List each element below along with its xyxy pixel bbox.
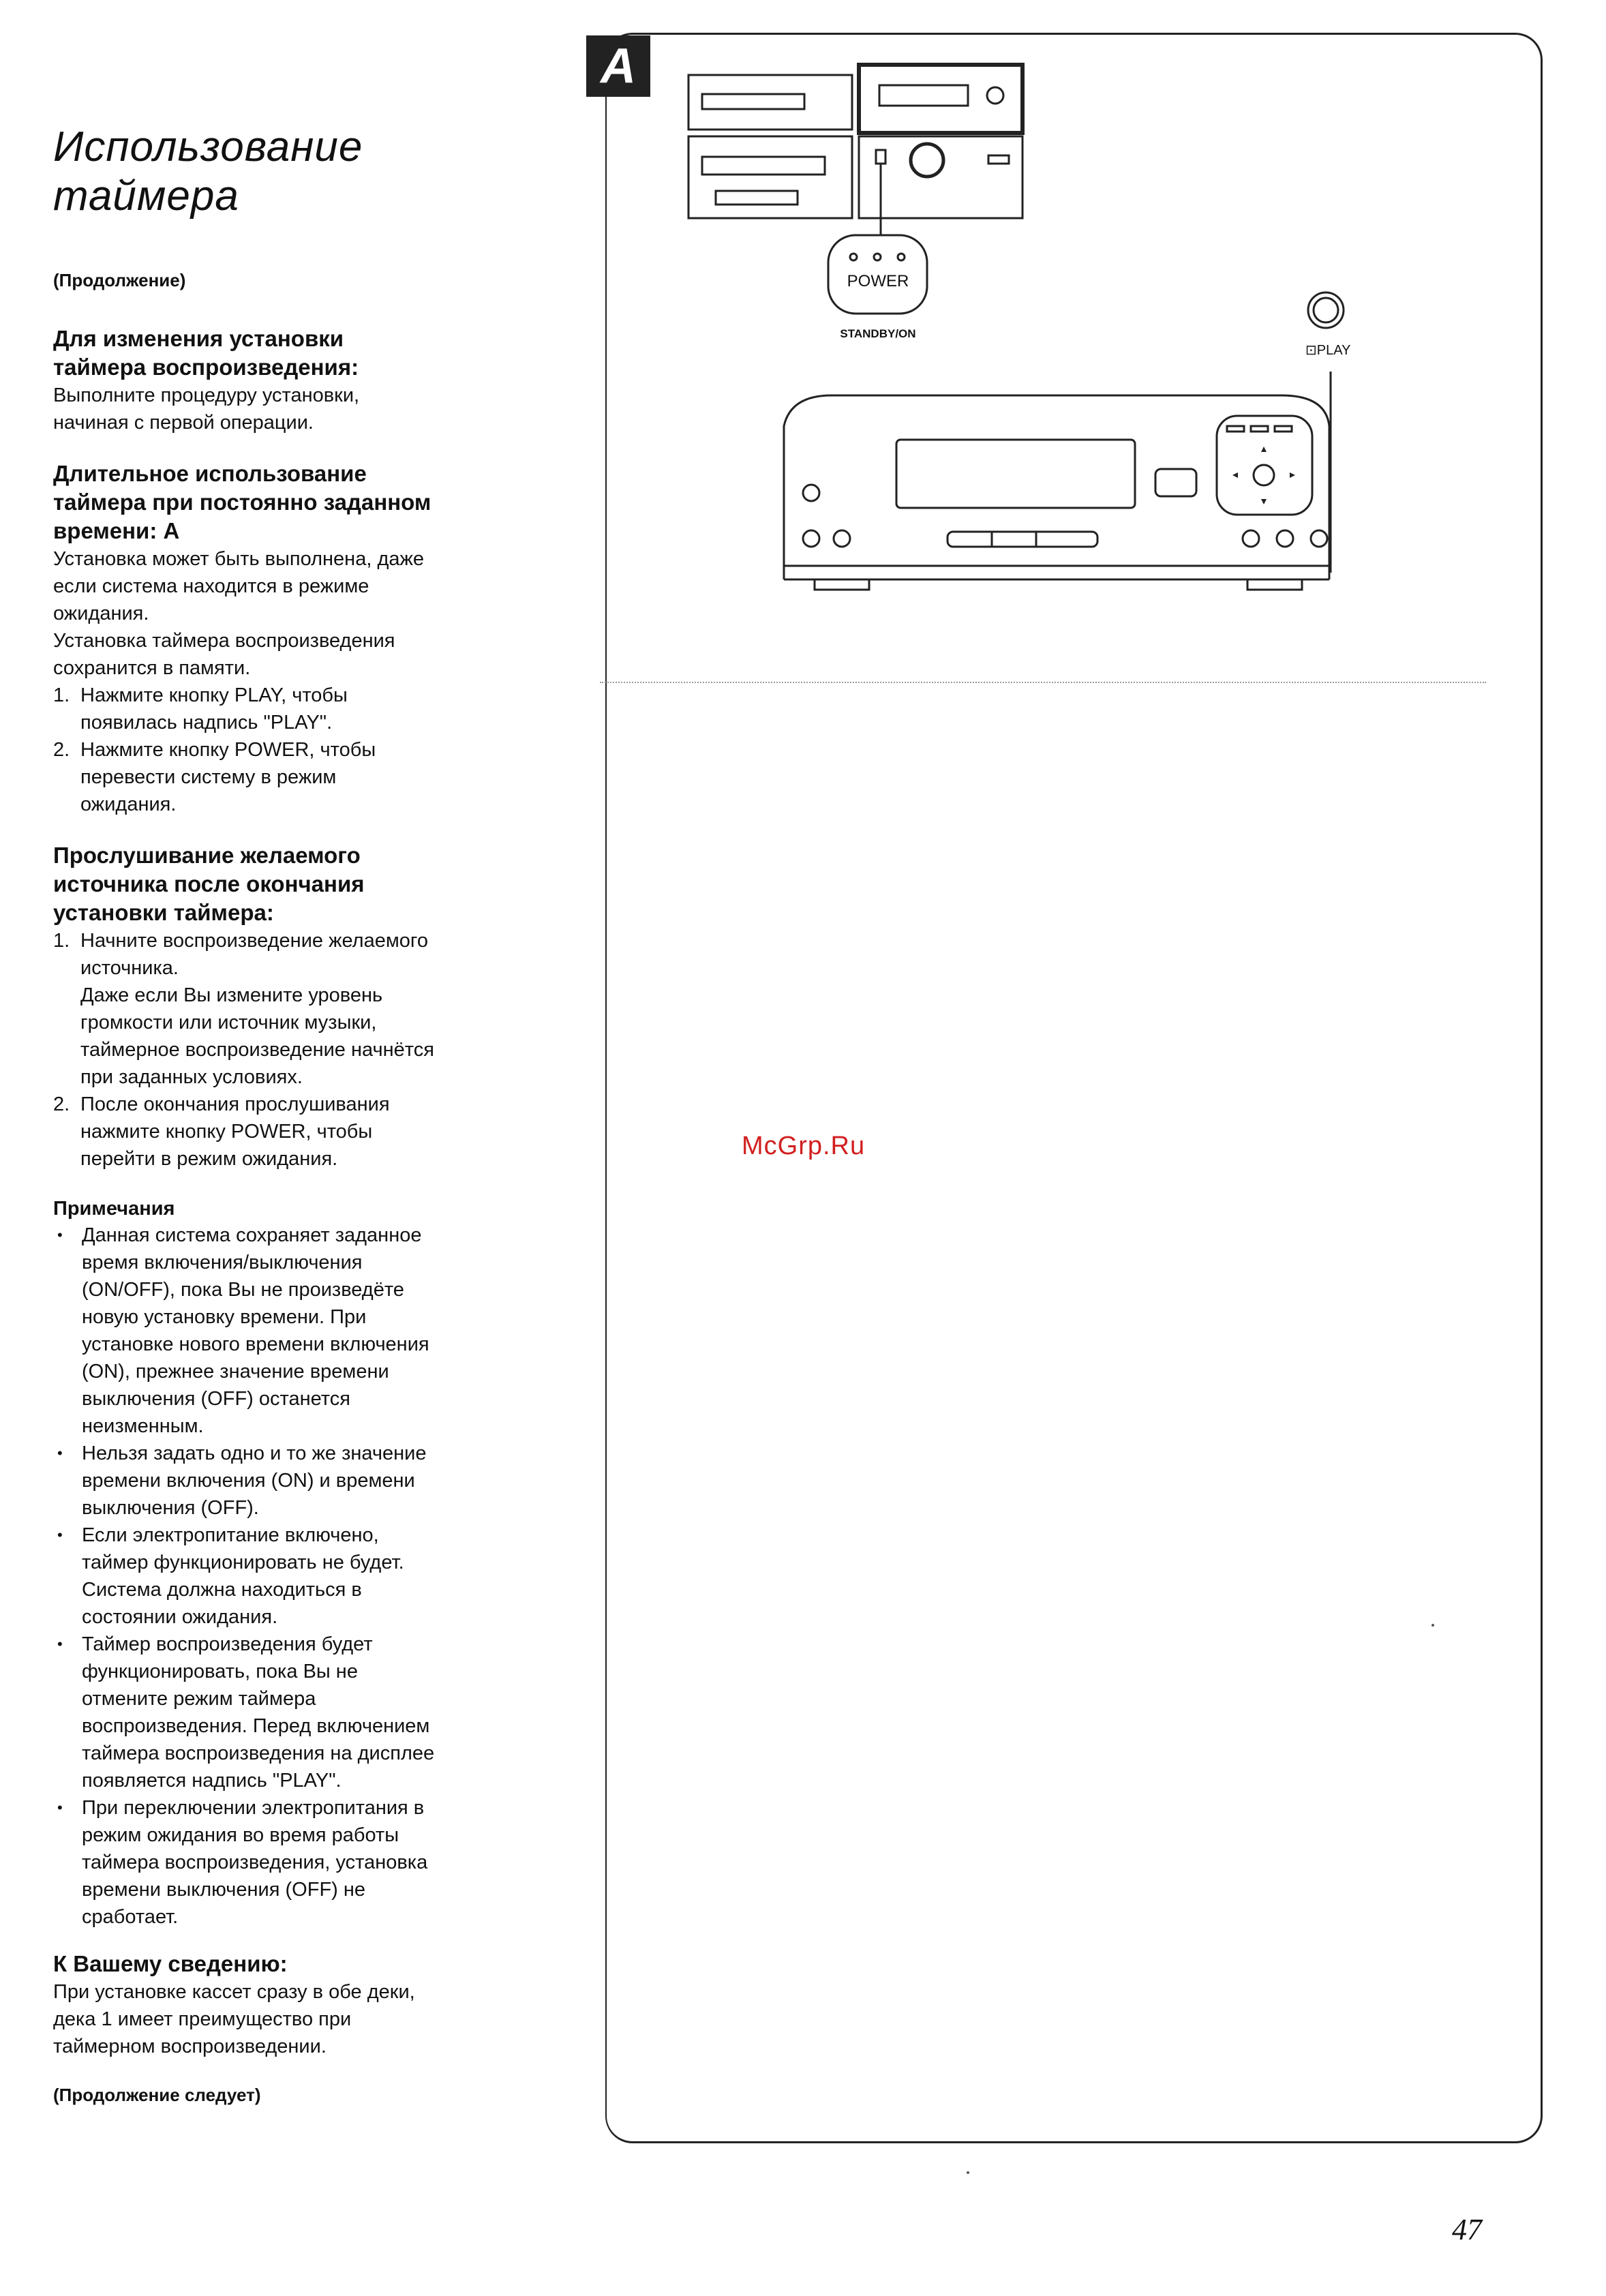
body-line: если система находится в режиме xyxy=(53,575,369,597)
note-line: выключения (OFF). xyxy=(82,1497,259,1519)
step-number: 1. xyxy=(53,684,70,706)
display-window xyxy=(896,440,1135,508)
section-body xyxy=(53,382,544,436)
note-line: новую установку времени. При xyxy=(82,1306,367,1328)
text-column xyxy=(53,123,544,2139)
section-change-timer xyxy=(53,324,544,436)
step-line: при заданных условиях. xyxy=(80,1066,303,1088)
heading-line: таймера при постоянно заданном xyxy=(53,489,431,515)
note-item xyxy=(53,1440,544,1522)
note-line: таймер функционировать не будет. xyxy=(82,1552,404,1573)
body-line: таймерном воспроизведении. xyxy=(53,2036,327,2057)
step-line: перевести систему в режим xyxy=(80,766,337,788)
tuner-unit-highlighted xyxy=(859,65,1022,133)
heading-line: времени: A xyxy=(53,518,180,543)
note-line: времени включения (ON) и времени xyxy=(82,1470,415,1492)
body-line: ожидания. xyxy=(53,603,149,624)
notes-list xyxy=(53,1222,544,1931)
step-line: таймерное воспроизведение начнётся xyxy=(80,1039,434,1061)
cd-unit-outline xyxy=(688,75,852,130)
section-listen-after-timer xyxy=(53,841,544,1173)
step-line: Даже если Вы измените уровень xyxy=(80,984,383,1006)
body-line: дека 1 имеет преимущество при xyxy=(53,2008,352,2030)
body-line: Установка может быть выполнена, даже xyxy=(53,548,425,570)
figure-badge: A xyxy=(586,35,650,97)
step-line: источника. xyxy=(80,957,179,979)
play-label: ⊡PLAY xyxy=(1305,343,1351,358)
step-item xyxy=(53,682,544,736)
note-line: установке нового времени включения xyxy=(82,1333,429,1355)
page-title-line: таймера xyxy=(53,172,239,220)
heading-line: Прослушивание желаемого xyxy=(53,843,361,868)
note-line: выключения (OFF) останется xyxy=(82,1388,350,1410)
note-item xyxy=(53,1222,544,1440)
section-heading xyxy=(53,841,544,927)
continued-end-label: (Продолжение следует) xyxy=(53,2085,261,2105)
notes-heading: Примечания xyxy=(53,1198,175,1220)
note-line: Система должна находиться в xyxy=(82,1579,362,1601)
scan-speck xyxy=(1431,1624,1434,1627)
note-line: функционировать, пока Вы не xyxy=(82,1661,358,1682)
section-body xyxy=(53,545,544,682)
note-line: сработает. xyxy=(82,1906,179,1928)
note-line: таймера воспроизведения на дисплее xyxy=(82,1742,435,1764)
step-line: появилась надпись "PLAY". xyxy=(80,712,333,734)
step-line: Нажмите кнопку POWER, чтобы xyxy=(80,739,376,761)
step-number: 2. xyxy=(53,739,70,761)
note-line: воспроизведения. Перед включением xyxy=(82,1715,430,1737)
body-line: Выполните процедуру установки, xyxy=(53,384,360,406)
note-line: таймера воспроизведения, установка xyxy=(82,1852,428,1873)
note-line: отмените режим таймера xyxy=(82,1688,316,1710)
step-line: Нажмите кнопку PLAY, чтобы xyxy=(80,684,348,706)
heading-line: установки таймера: xyxy=(53,900,274,925)
body-line: При установке кассет сразу в обе деки, xyxy=(53,1981,415,2003)
section-long-term-timer xyxy=(53,459,544,818)
note-line: неизменным. xyxy=(82,1415,204,1437)
step-line: Начните воспроизведение желаемого xyxy=(80,930,428,952)
cassette-unit-outline xyxy=(688,136,852,218)
body-line: начиная с первой операции. xyxy=(53,412,314,434)
step-line: нажмите кнопку POWER, чтобы xyxy=(80,1121,373,1143)
body-line: сохранится в памяти. xyxy=(53,657,251,679)
step-item xyxy=(53,1091,544,1173)
figure-divider xyxy=(600,682,1486,683)
step-number: 1. xyxy=(53,930,70,952)
step-number: 2. xyxy=(53,1093,70,1115)
body-line: Установка таймера воспроизведения xyxy=(53,630,395,652)
note-line: • Данная система сохраняет заданное xyxy=(82,1224,422,1246)
power-label: POWER xyxy=(847,272,909,290)
note-line: • Если электропитание включено, xyxy=(82,1524,379,1546)
note-line: • Нельзя задать одно и то же значение xyxy=(82,1442,427,1464)
step-line: громкости или источник музыки, xyxy=(80,1012,377,1033)
page-number: 47 xyxy=(1452,2213,1482,2246)
note-line: (ON/OFF), пока Вы не произведёте xyxy=(82,1279,404,1301)
page-title-line: Использование xyxy=(53,123,363,170)
note-line: состоянии ожидания. xyxy=(82,1606,278,1628)
step-line: После окончания прослушивания xyxy=(80,1093,390,1115)
scan-speck xyxy=(967,2171,969,2174)
step-item xyxy=(53,736,544,818)
note-item xyxy=(53,1631,544,1794)
note-item xyxy=(53,1522,544,1631)
steps-list xyxy=(53,682,544,818)
watermark-text: McGrp.Ru xyxy=(742,1132,866,1160)
section-info xyxy=(53,1950,544,2060)
continued-label: (Продолжение) xyxy=(53,270,186,290)
standby-label: STANDBY/ON xyxy=(840,327,916,340)
section-body xyxy=(53,1978,544,2060)
note-line: (ON), прежнее значение времени xyxy=(82,1361,389,1383)
step-item xyxy=(53,927,544,1091)
section-heading: К Вашему сведению: xyxy=(53,1951,288,1976)
section-heading xyxy=(53,459,544,545)
device-illustration xyxy=(675,55,1391,620)
note-line: • Таймер воспроизведения будет xyxy=(82,1633,373,1655)
section-heading xyxy=(53,324,544,382)
tuner-front-panel xyxy=(784,395,1329,566)
heading-line: источника после окончания xyxy=(53,871,365,896)
step-line: перейти в режим ожидания. xyxy=(80,1148,338,1170)
note-item xyxy=(53,1794,544,1931)
heading-line: Длительное использование xyxy=(53,461,367,486)
note-line: • При переключении электропитания в xyxy=(82,1797,425,1819)
heading-line: таймера воспроизведения: xyxy=(53,354,359,380)
page-title xyxy=(53,123,544,221)
step-line: ожидания. xyxy=(80,794,177,815)
note-line: времени выключения (OFF) не xyxy=(82,1879,366,1901)
note-line: время включения/выключения xyxy=(82,1252,363,1273)
note-line: режим ожидания во время работы xyxy=(82,1824,399,1846)
heading-line: Для изменения установки xyxy=(53,326,344,351)
note-line: появляется надпись "PLAY". xyxy=(82,1770,342,1792)
steps-list xyxy=(53,927,544,1173)
